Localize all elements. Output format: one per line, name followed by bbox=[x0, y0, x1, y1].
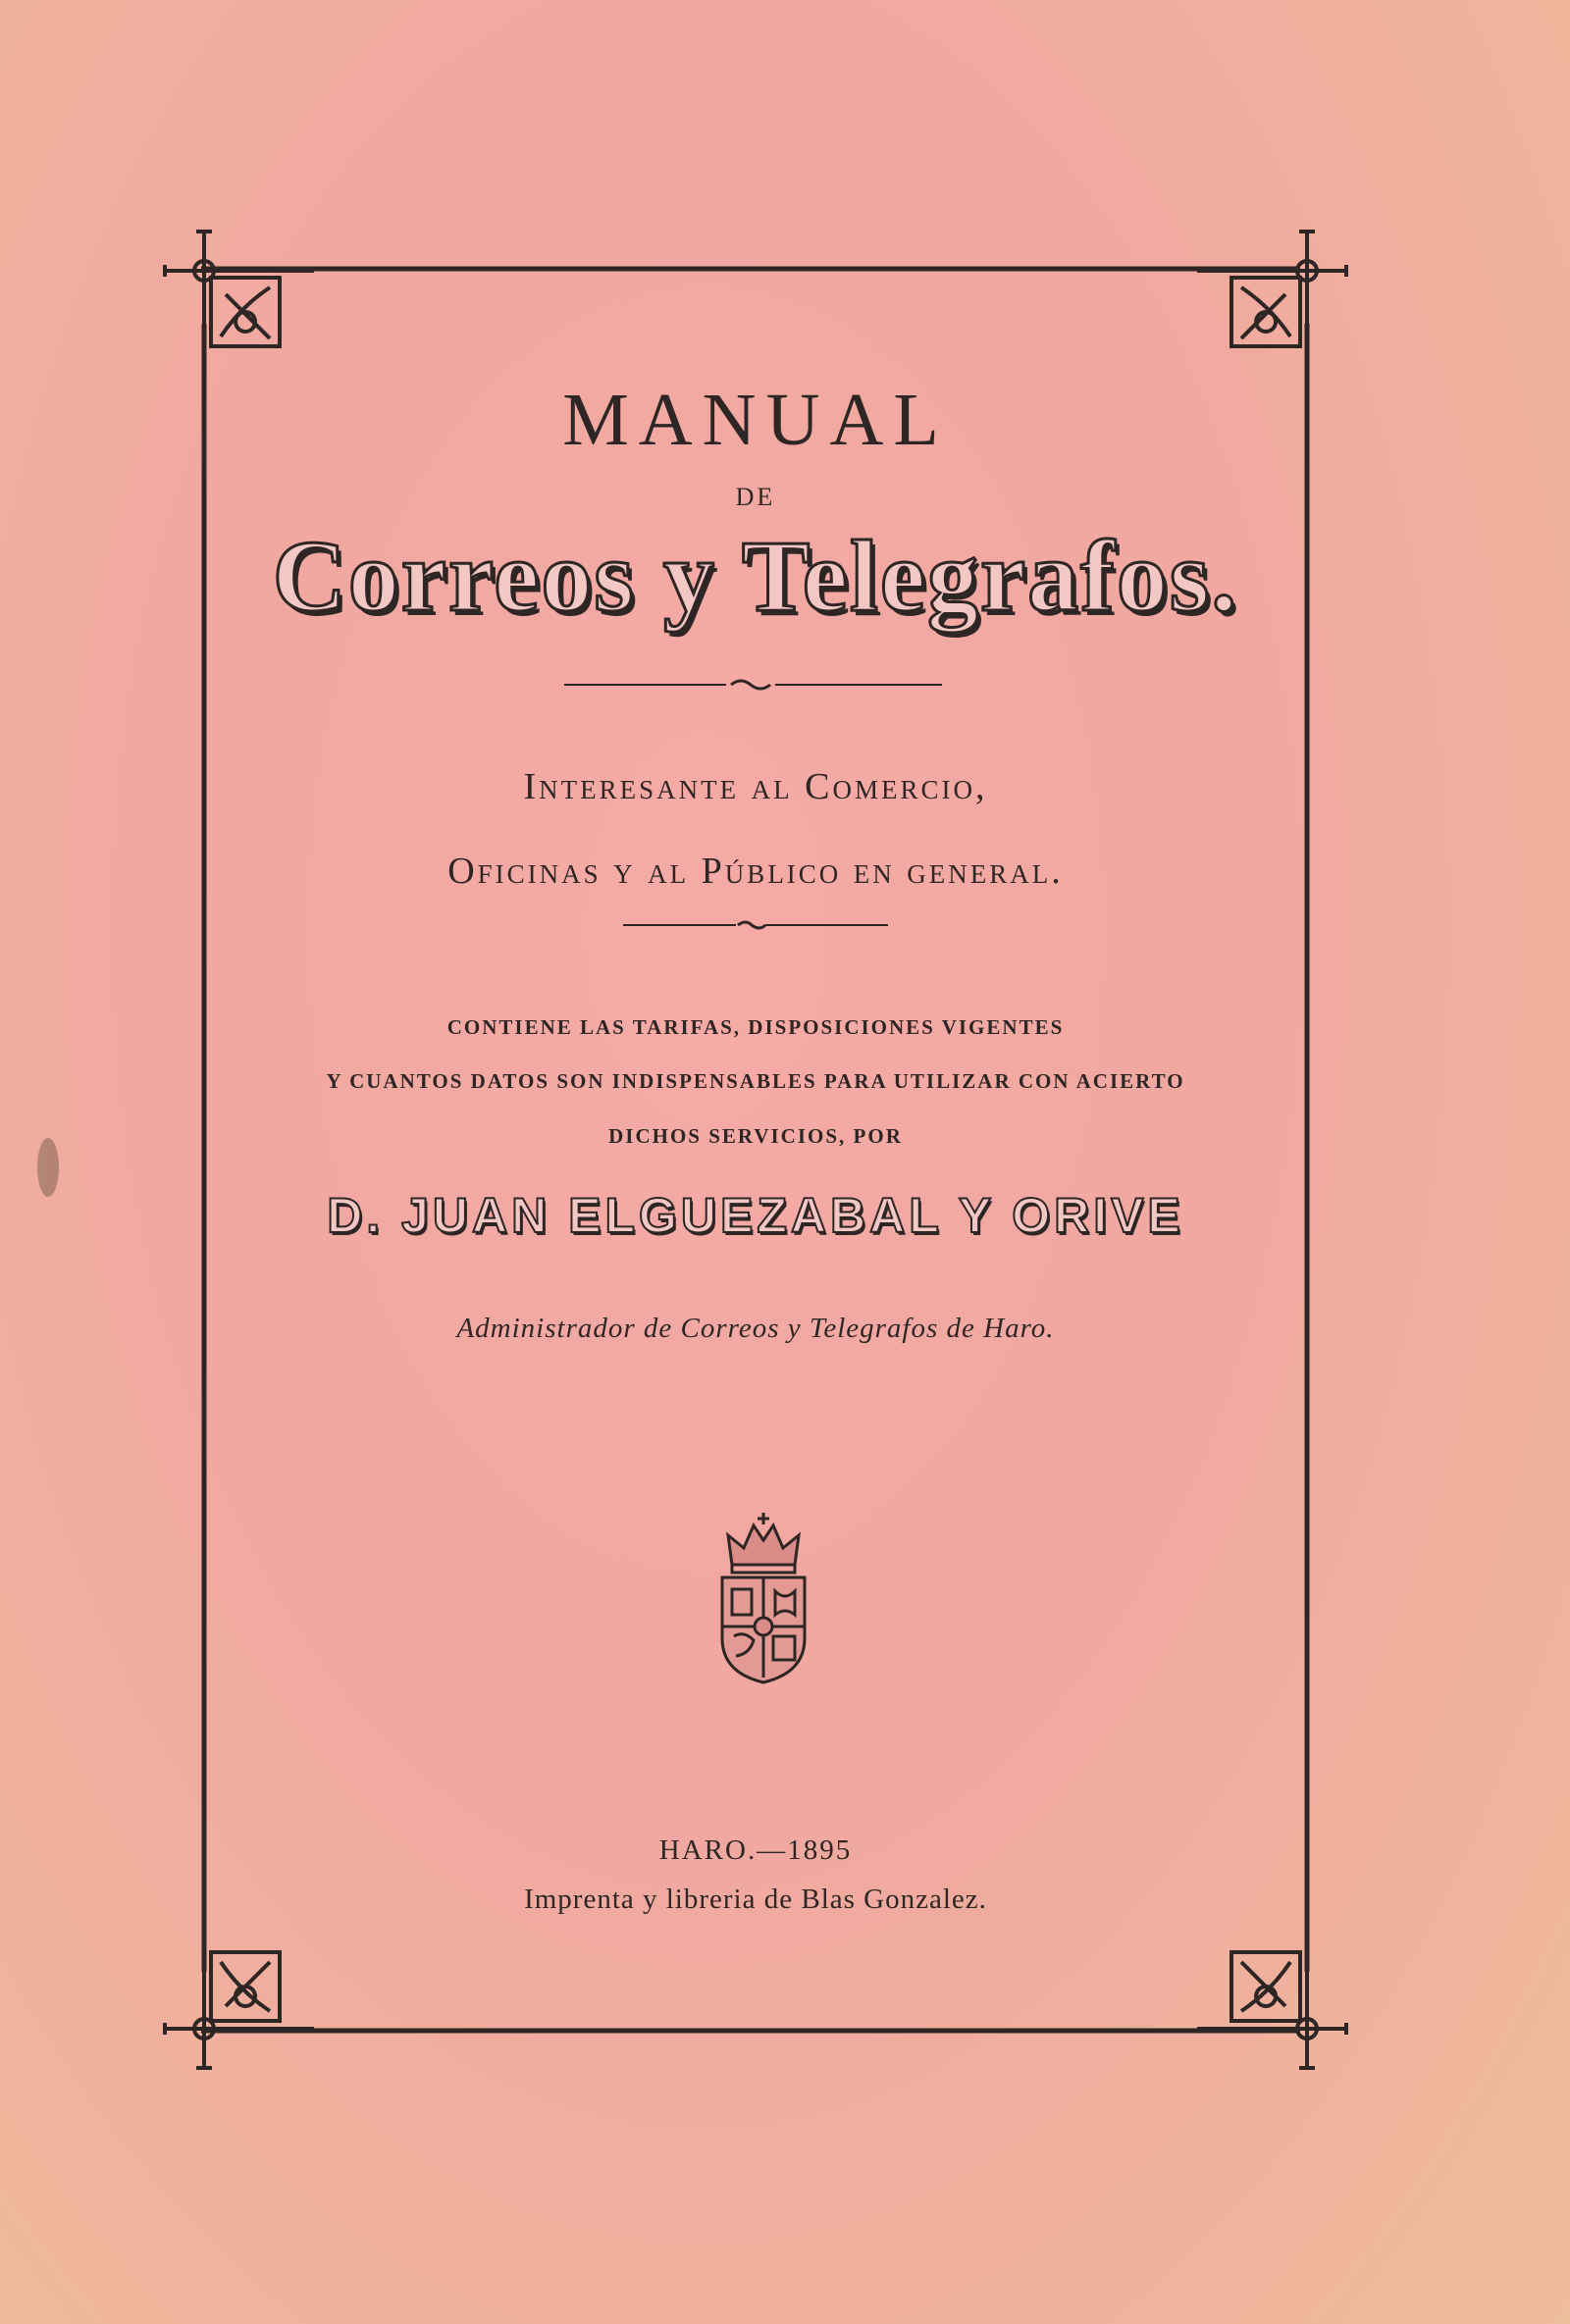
corner-ornament-bottom-right bbox=[1197, 1913, 1346, 2068]
title-subject: Correos y Telegrafos. bbox=[272, 520, 1239, 633]
title-main: MANUAL bbox=[562, 379, 949, 461]
subtitle-line-1: Interesante al Comercio, bbox=[523, 766, 988, 807]
imprint-printer: Imprenta y libreria de Blas Gonzalez. bbox=[524, 1884, 987, 1915]
paper-stain bbox=[37, 1138, 59, 1197]
contents-line-2: Y CUANTOS DATOS SON INDISPENSABLES PARA UTILIZAR CON ACIERTO bbox=[326, 1069, 1185, 1093]
corner-ornament-top-left bbox=[165, 232, 314, 383]
corner-ornament-bottom-left bbox=[165, 1913, 314, 2068]
imprint-place-year: HARO.—1895 bbox=[658, 1834, 853, 1866]
author-role: Administrador de Correos y Telegrafos de Haro. bbox=[456, 1313, 1055, 1344]
subtitle-line-2: Oficinas y al Público en general. bbox=[447, 851, 1064, 892]
title-connector: DE bbox=[735, 483, 776, 511]
coat-of-arms-icon bbox=[714, 1511, 812, 1687]
corner-ornament-top-right bbox=[1197, 232, 1346, 383]
contents-line-1: CONTIENE LAS TARIFAS, DISPOSICIONES VIGENTES bbox=[446, 1015, 1065, 1039]
author-name: D. JUAN ELGUEZABAL Y ORIVE bbox=[327, 1188, 1184, 1243]
contents-line-3: DICHOS SERVICIOS, POR bbox=[608, 1124, 903, 1148]
